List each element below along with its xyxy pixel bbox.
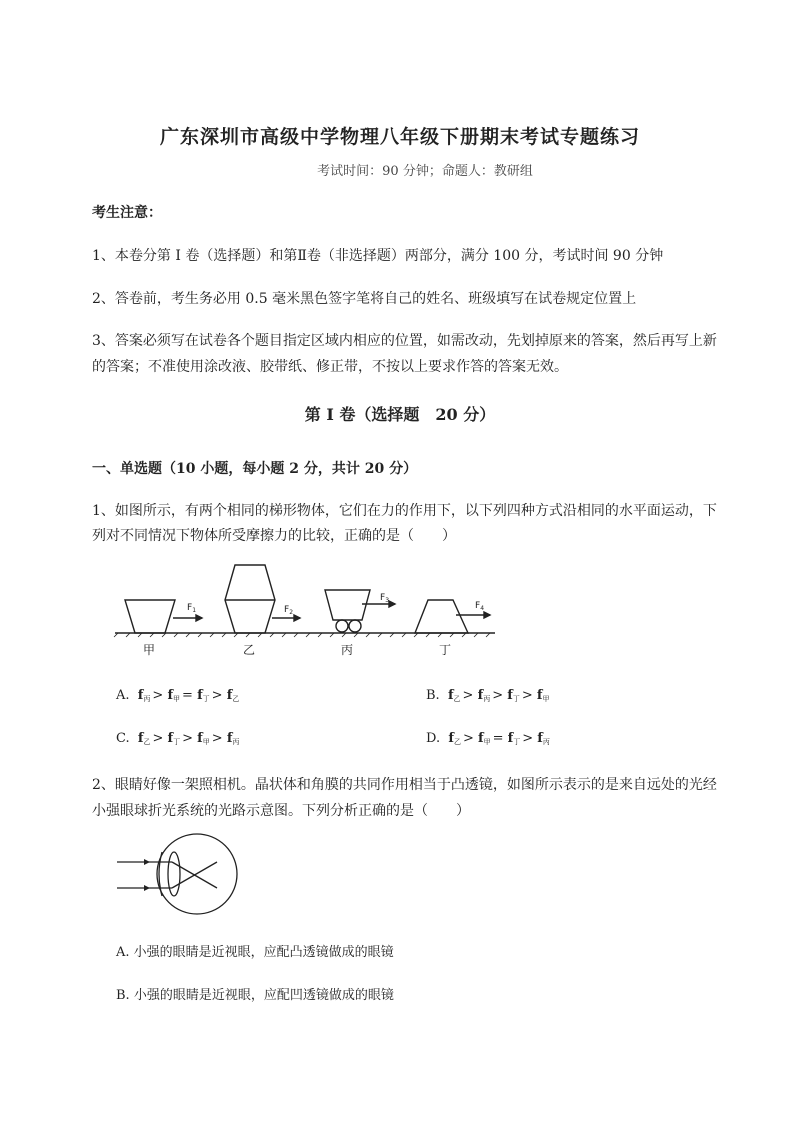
eye-diagram [112,830,242,920]
q1-option-c[interactable]: C. $f_乙 > f_丁 > f_甲 > f_丙$ [116,731,240,746]
question-1-line2: 列对不同情况下物体所受摩擦力的比较，正确的是（ ） [92,528,456,544]
question-2-line2: 小强眼球折光系统的光路示意图。下列分析正确的是（ ） [92,803,470,819]
q2-option-a[interactable]: A. 小强的眼睛是近视眼，应配凸透镜做成的眼镜 [116,945,394,960]
notice-item-3: 3、答案必须写在试卷各个题目指定区域内相应的位置，如需改动，先划掉原来的答案，然后再写上新 [92,333,717,349]
object-jia [125,600,175,633]
question-2-line1: 2、眼睛好像一架照相机。晶状体和角膜的共同作用相当于凸透镜，如图所示表示的是来自远处的光经 [92,777,717,793]
q1-option-d[interactable]: D. $f_乙 > f_甲 = f_丁 > f_丙$ [426,731,550,746]
force-label-4: $F_4$ [475,601,485,612]
q1-option-a[interactable]: A. $f_丙 > f_甲 = f_丁 > f_乙$ [116,688,240,703]
force-label-2: $F_2$ [284,605,294,616]
label-jia: 甲 [143,643,156,657]
part-heading: 一、单选题（10 小题，每小题 2 分，共计 20 分） [92,461,418,477]
label-ding: 丁 [439,643,452,657]
object-bing [325,590,370,620]
notice-item-1: 1、本卷分第 I 卷（选择题）和第Ⅱ卷（非选择题）两部分，满分 100 分，考试时间 90 分钟 [92,248,664,264]
object-yi [225,565,275,633]
q2-option-b[interactable]: B. 小强的眼睛是近视眼，应配凹透镜做成的眼镜 [116,988,394,1003]
notice-heading: 考生注意： [92,205,162,221]
notice-item-3-cont: 的答案；不准使用涂改液、胶带纸、修正带，不按以上要求作答的答案无效。 [92,359,568,375]
label-bing: 丙 [341,643,354,657]
question-1-line1: 1、如图所示，有两个相同的梯形物体，它们在力的作用下，以下列四种方式沿相同的水平面运动，下 [92,503,717,519]
force-label-3: $F_3$ [380,593,390,604]
force-label-1: $F_1$ [187,603,197,614]
exam-info: 考试时间：90 分钟；命题人：教研组 [317,164,533,179]
section-title: 第 I 卷（选择题 20 分） [304,405,496,424]
page-title: 广东深圳市高级中学物理八年级下册期末考试专题练习 [159,126,640,148]
q1-figure [110,560,500,660]
object-ding [415,600,468,633]
label-yi: 乙 [243,643,256,657]
q1-option-b[interactable]: B. $f_乙 > f_丙 > f_丁 > f_甲$ [426,688,550,703]
notice-item-2: 2、答卷前，考生务必用 0.5 毫米黑色签字笔将自己的姓名、班级填写在试卷规定位置上 [92,291,637,307]
